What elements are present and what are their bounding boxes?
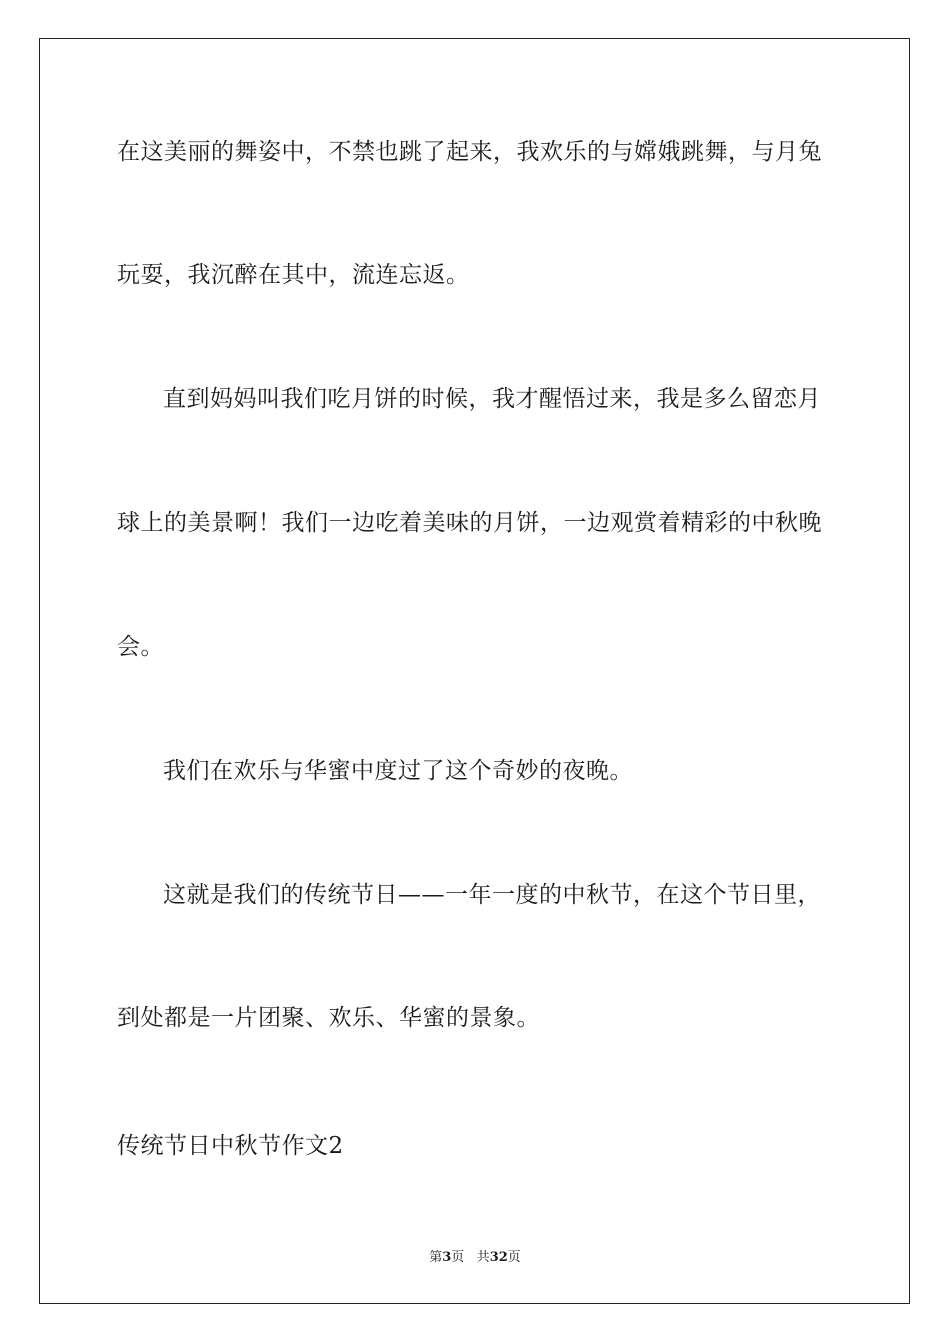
body-line-5: 会。 — [117, 634, 164, 660]
body-line-4: 球上的美景啊！我们一边吃着美味的月饼，一边观赏着精彩的中秋晚 — [117, 510, 822, 536]
body-line-2: 玩耍，我沉醉在其中，流连忘返。 — [117, 262, 470, 288]
total-suffix: 页 — [507, 1250, 521, 1265]
page-footer — [0, 1246, 950, 1265]
body-line-6: 我们在欢乐与华蜜中度过了这个奇妙的夜晚。 — [163, 758, 633, 784]
body-line-7: 这就是我们的传统节日——一年一度的中秋节，在这个节日里， — [163, 882, 821, 908]
page-prefix: 第 — [429, 1250, 443, 1265]
section-heading: 传统节日中秋节作文2 — [117, 1133, 344, 1159]
total-page-count: 32 — [489, 1250, 508, 1265]
total-prefix: 共 — [476, 1250, 490, 1265]
current-page-number: 3 — [442, 1250, 452, 1265]
page-suffix: 页 — [451, 1250, 465, 1265]
page-border — [39, 38, 910, 1304]
body-line-1: 在这美丽的舞姿中，不禁也跳了起来，我欢乐的与嫦娥跳舞，与月兔 — [117, 139, 822, 165]
body-line-3: 直到妈妈叫我们吃月饼的时候，我才醒悟过来，我是多么留恋月 — [163, 386, 821, 412]
body-line-8: 到处都是一片团聚、欢乐、华蜜的景象。 — [117, 1005, 540, 1031]
